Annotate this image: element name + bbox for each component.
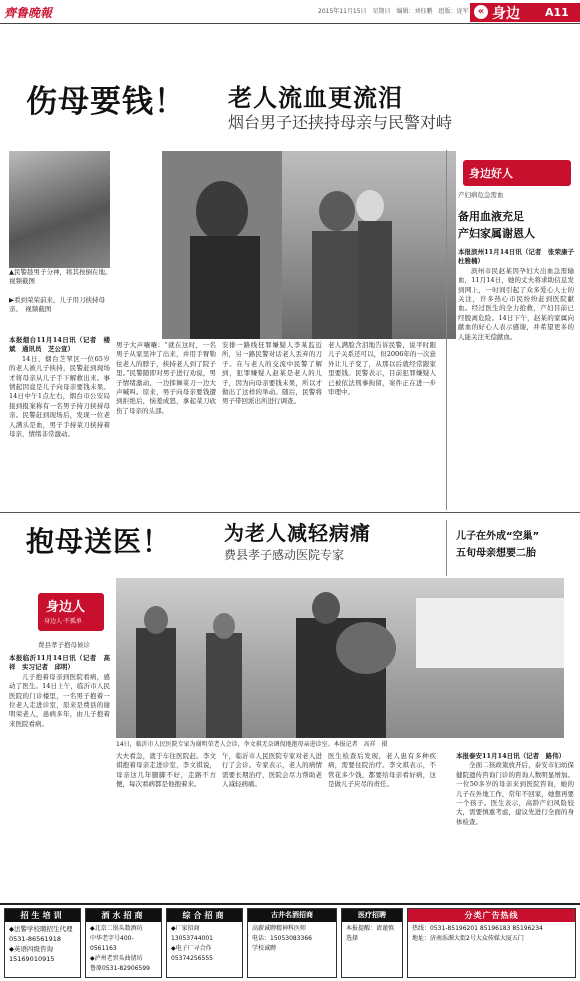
story1-headline2: 老人流血更流泪: [228, 84, 403, 112]
story1-column3: 安排一路线狂罪嫌疑人李某监近所，另一路民警对话老人丢弃的刀子。在与老人的交流中民警了解到，犯罪嫌疑人赵某是老人的儿子，因为向母亲要钱未果，所以才做出了这样的举动。随后，民警将男子带回派出所进行调查。: [222, 341, 322, 406]
story2-badge-text: 身边人: [46, 600, 86, 615]
story2-col1-text: 儿子抱着母亲到医院看病，感动了医生。14日上午，临沂市人民医院的门诊楼里，一名男子抱着一位老人走进诊室，原来是费县的谢明荣老人，患病多年，由儿子抱着来医院看病。: [9, 672, 110, 728]
ad-line: 电话：15053083366: [252, 935, 312, 942]
story2-badge: [38, 593, 104, 631]
ad-line: ◆英语四级咨询: [9, 945, 53, 953]
ad-general-head: 综合招商: [167, 909, 242, 922]
ad-liquor[interactable]: [85, 908, 162, 978]
ad-line: 0531-86561918: [9, 935, 61, 943]
ad-notice[interactable]: [341, 908, 403, 978]
story2-headline2: 为老人减轻病痛: [224, 521, 371, 545]
story1-column4: 老人满脸含泪地告诉民警，说平时跟儿子关系还可以，但2006年的一次意外让儿子变了，从那以后就经常跟家里要钱。民警表示，目前犯罪嫌疑人已被依法刑事拘留，案件正在进一步审理中。: [328, 341, 436, 397]
story1-byline: 本报烟台11月14日讯（记者 楼斌 通讯员 芝公宣）: [9, 336, 110, 354]
ad-line: 本报提醒：请谨慎选择: [346, 925, 395, 942]
side1-badge-text: 身边好人: [469, 167, 513, 180]
ad-line: 高薪诚聘精神科医师: [252, 925, 307, 932]
ad-line: 学校诚聘: [252, 945, 277, 952]
ads-divider: [0, 903, 580, 905]
story1-col1-text: 14日，烟台芝罘区一位65岁的老人被儿子挟持，民警赶到现场才将母亲从儿子手下解救出来。事情起因竟是儿子向母亲要钱未果。14日中午1点左右，烟台市公安局接到报案称有一名男子持刀挟持母亲。民警赶到现场后，发现一位老人满头是血，男子手持菜刀挟持着母亲，情绪非常激动。: [9, 354, 110, 439]
side1-byline: 本报滨州11月14日讯（记者 张荣康子 杜雅楠）: [458, 248, 580, 266]
section-divider: [0, 512, 580, 513]
story1-column2: 男子大声嚷嚷：“就在这时，一名男子从家里冲了出来，并用手臂勒住老人的脖子，挟持老人到了院子里。”民警随即对男子进行劝说，男子情绪激动，一边挥舞菜刀一边大声喊叫。原来，男子向母亲要钱遭到拒绝后，恼羞成怒，拿起菜刀砍伤了母亲的头部。: [116, 341, 216, 415]
ad-liquor-head: 酒水招商: [86, 909, 161, 922]
ad-line: 热线：0531-85196201 85196183 85196234: [412, 925, 543, 932]
ad-general[interactable]: [166, 908, 243, 978]
story1-headline: 伤母要钱！: [26, 84, 186, 120]
ad-line: ◆泸州老窖头曲锗坊: [90, 955, 143, 962]
side2-body: [456, 752, 574, 902]
side2-headline: 儿子在外成“空巢” 五旬母亲想要二胎: [456, 531, 540, 559]
story1-column1: [9, 336, 110, 508]
column-divider-2: [446, 520, 447, 576]
arrest-photo: [9, 151, 110, 268]
story2-column2: 大夫看急，就于车往医院赶。李文祺抱着母亲走进诊室，李文祺说，母亲这几年腿脚不好，走路不方便，每次看病都是他抱着来。: [116, 752, 216, 789]
side1-tag: 产妇病危急需血: [458, 191, 504, 199]
story2-photo-caption: 14日，临沂市人民医院专家为谢明荣老人会诊，李文祺无奈调侃地抱母亲进诊室。本报记者 高祥 摄: [116, 741, 388, 748]
issue-meta: 2015年11月15日 星期日 编辑：刘钰鹏 组版：庞军: [318, 8, 469, 15]
story2-headline: 抱母送医！: [26, 525, 172, 558]
story2-column1: [9, 654, 110, 902]
story2-byline: 本报临沂11月14日讯（记者 高祥 实习记者 邱明）: [9, 654, 110, 672]
side1-body: [458, 248, 580, 510]
ad-line: 15169010915: [9, 955, 55, 963]
ad-line: ◆电子厂寻合作: [171, 945, 212, 952]
photo1-caption: ▲民警趁男子分神，将其按倒在地。 视频截图: [9, 268, 115, 285]
newspaper-logo: 齊鲁晚報: [4, 6, 53, 20]
story2-badge-sub: 身边人·不孤单: [44, 618, 82, 625]
ad-line: ◆厂家招商13053744001: [171, 925, 213, 942]
story1-subheadline: 烟台男子还挟持母亲与民警对峙: [228, 113, 453, 132]
side2-byline: 本报泰安11月14日讯（记者 路伟）: [456, 752, 566, 760]
ad-hotline-head: 分类广告热线: [408, 909, 575, 922]
ad-hiring[interactable]: [247, 908, 337, 978]
story2-column4: 医生检查后发现，老人患有多种疾病，需要住院治疗。李文祺表示，不管花多少钱，都要给母亲看好病，这是做儿子应尽的责任。: [328, 752, 436, 789]
ad-line: 地址：济南泺源大街2号大众传媒大厦五门: [412, 935, 524, 942]
story2-tag: 费县孝子抱母候诊: [38, 641, 90, 649]
side1-text: 滨州市民赵某因孕妇大出血急需输血，11月14日，她的丈夫将求助信息发到网上，一时间引起了众多爱心人士的关注，许多热心市民纷纷赶到医院献血。经过医生的全力抢救，产妇目前已经脱离危险。14日下午，赵某的家属向献血的好心人表示感谢，并希望更多的人能关注无偿献血。: [458, 266, 574, 341]
main-photo-carrying-mother: [116, 578, 564, 738]
ad-line: 鲁原0531-82906599: [90, 965, 150, 972]
ad-hiring-head: 古井名酒招商: [248, 909, 336, 922]
ad-line: 05374256555: [171, 955, 213, 962]
side1-badge: [463, 160, 571, 186]
ad-education-head: 招生培训: [5, 909, 80, 922]
ad-line: ◆法警学校聘招生代理: [9, 925, 73, 933]
side2-text: 全面二孩政策放开后，泰安市妇幼保健院遗传咨询门诊的咨询人数明显增加。一位50多岁的母亲来到医院咨询，她的儿子在外地工作，常年不回家，她想再要一个孩子。医生表示，高龄产妇风险较大，需要慎重考虑，建议先进行全面的身体检查。: [456, 761, 574, 826]
page-header: [0, 0, 580, 24]
story2-subheadline: 费县孝子感动医院专家: [224, 548, 345, 562]
side1-headline: 备用血液充足 产妇家属谢恩人: [458, 210, 535, 240]
photo2-caption: ▶看到荣荣前来，儿子用刀挟持母亲。 视频截图: [9, 296, 105, 313]
chevron-left-icon: «: [474, 5, 488, 19]
ad-education[interactable]: [4, 908, 81, 978]
ad-notice-head: 医疗招聘: [342, 909, 402, 922]
ad-line: 中华老字号400-0561163: [90, 935, 134, 952]
page-number: A11: [545, 6, 569, 19]
column-divider: [446, 150, 447, 510]
main-photo-hostage: [162, 151, 456, 339]
ad-hotline[interactable]: [407, 908, 576, 978]
story2-column3: 午，临沂市人民医院专家对老人进行了会诊。专家表示，老人的病情需要长期治疗，医院会尽力帮助老人减轻病痛。: [222, 752, 322, 789]
section-name: 身边: [492, 6, 520, 22]
ad-line: ◆北京二锅头数酒坊: [90, 925, 143, 932]
